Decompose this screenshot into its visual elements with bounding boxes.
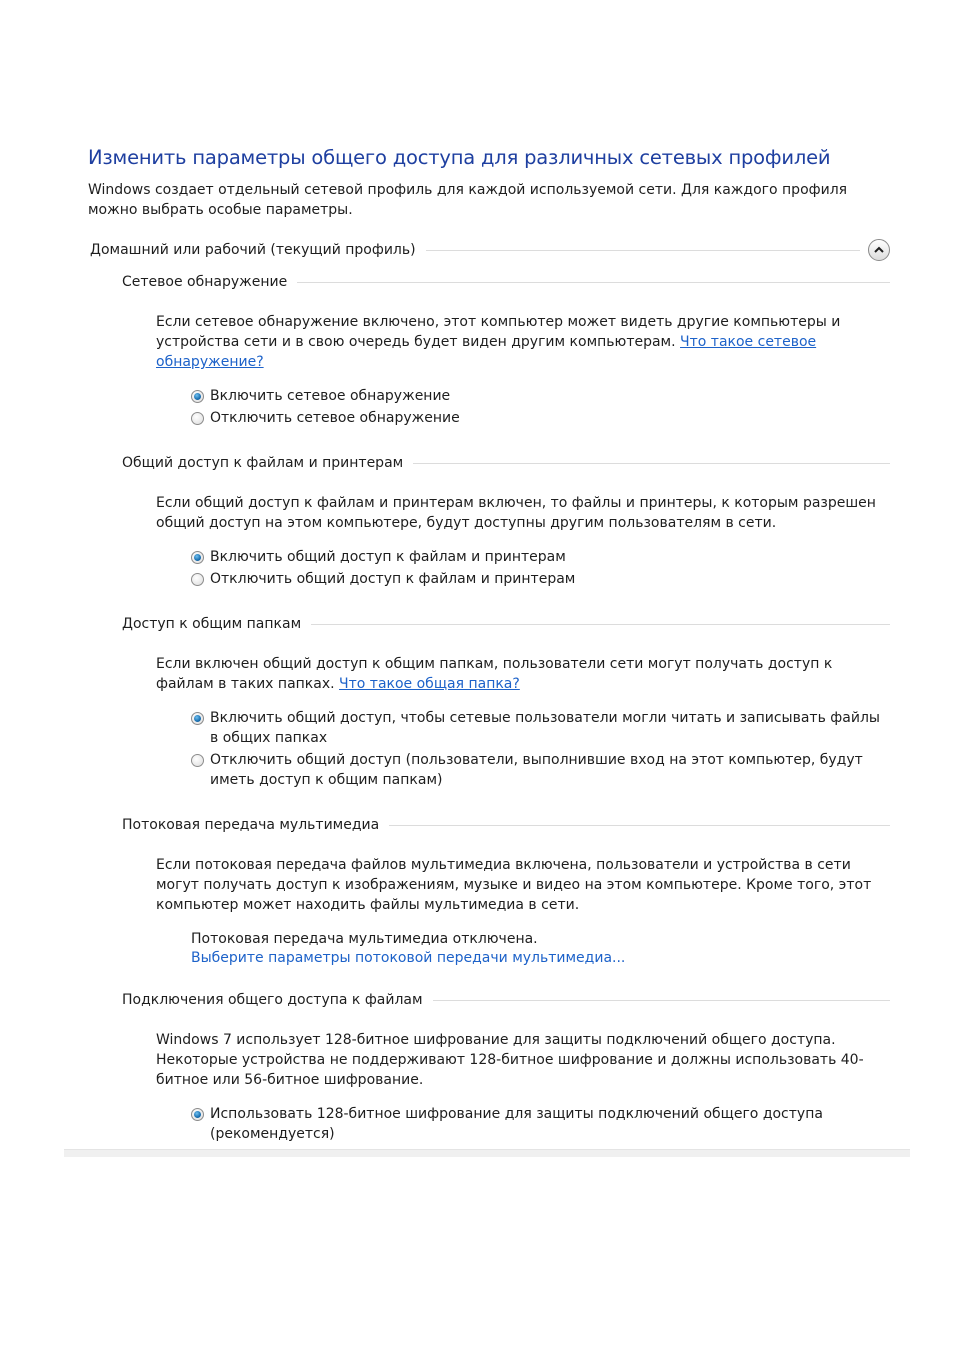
radio-128bit-encryption[interactable]: [191, 1104, 881, 1144]
radio-unselected-icon[interactable]: [191, 573, 204, 586]
divider: [311, 624, 890, 625]
divider: [426, 250, 860, 251]
section-public-folders: [122, 614, 890, 634]
network-sharing-panel: [64, 0, 910, 1150]
radio-selected-icon[interactable]: [191, 712, 204, 725]
option-label: Использовать 128-битное шифрование для защиты подключений общего доступа (рекомендуется): [210, 1106, 823, 1142]
radio-selected-icon[interactable]: [191, 551, 204, 564]
radio-public-folders-off[interactable]: [191, 750, 881, 790]
radio-selected-icon[interactable]: [191, 1108, 204, 1121]
section-file-sharing-connections: [122, 990, 890, 1010]
profile-label: Домашний или рабочий (текущий профиль): [90, 242, 416, 258]
radio-file-printer-sharing-on[interactable]: [191, 547, 881, 567]
radio-network-discovery-off[interactable]: [191, 408, 881, 428]
option-label: Отключить общий доступ к файлам и принтерам: [210, 571, 576, 587]
divider: [297, 282, 890, 283]
bottom-bar: [64, 1149, 910, 1157]
network-discovery-description: [156, 312, 886, 372]
radio-unselected-icon[interactable]: [191, 412, 204, 425]
section-title: Сетевое обнаружение: [122, 274, 288, 290]
radio-file-printer-sharing-off[interactable]: [191, 569, 881, 589]
description-text: Если включен общий доступ к общим папкам, пользователи сети могут получать доступ к файлам в таких папках.: [156, 656, 833, 692]
radio-network-discovery-on[interactable]: [191, 386, 881, 406]
section-title: Потоковая передача мультимедиа: [122, 817, 380, 833]
collapse-profile-button[interactable]: [868, 239, 890, 261]
file-sharing-connections-description: Windows 7 использует 128-битное шифрование для защиты подключений общего доступа. Некоторые устройства не поддерживают 128-битное шифрование и должны использовать 40-битное или 56-битное шифрование.: [156, 1032, 864, 1088]
option-label: Включить общий доступ к файлам и принтерам: [210, 549, 566, 565]
intro-text: Windows создает отдельный сетевой профиль для каждой используемой сети. Для каждого профиля можно выбрать особые параметры.: [88, 182, 848, 218]
option-label: Включить сетевое обнаружение: [210, 388, 451, 404]
chevron-up-icon: [874, 246, 884, 254]
section-title: Доступ к общим папкам: [122, 616, 302, 632]
media-streaming-description: Если потоковая передача файлов мультимедиа включена, пользователи и устройства в сети могут получать доступ к изображениям, музыке и видео на этом компьютере. Кроме того, этот компьютер может находить файлы мультимедиа в сети.: [156, 857, 872, 913]
radio-selected-icon[interactable]: [191, 390, 204, 403]
file-printer-sharing-description: Если общий доступ к файлам и принтерам включен, то файлы и принтеры, к которым разрешен общий доступ на этом компьютере, будут доступны другим пользователям в сети.: [156, 495, 876, 531]
divider: [389, 825, 890, 826]
section-network-discovery: [122, 272, 890, 292]
section-title: Общий доступ к файлам и принтерам: [122, 455, 404, 471]
network-discovery-help-link[interactable]: Что такое сетевое обнаружение?: [156, 334, 817, 370]
option-label: Отключить сетевое обнаружение: [210, 410, 460, 426]
divider: [413, 463, 890, 464]
section-media-streaming: [122, 815, 890, 835]
media-streaming-options-link[interactable]: Выберите параметры потоковой передачи мультимедиа...: [191, 950, 626, 966]
option-label: Отключить общий доступ (пользователи, выполнившие вход на этот компьютер, будут иметь доступ к общим папкам): [210, 752, 863, 788]
radio-public-folders-on[interactable]: [191, 708, 881, 748]
public-folder-help-link[interactable]: Что такое общая папка?: [339, 676, 520, 692]
public-folders-description: [156, 654, 886, 694]
profile-header: [90, 237, 890, 263]
radio-unselected-icon[interactable]: [191, 754, 204, 767]
page-title: Изменить параметры общего доступа для различных сетевых профилей: [88, 146, 831, 169]
section-title: Подключения общего доступа к файлам: [122, 992, 423, 1008]
section-file-printer-sharing: [122, 453, 890, 473]
divider: [433, 1000, 890, 1001]
option-label: Включить общий доступ, чтобы сетевые пользователи могли читать и записывать файлы в общих папках: [210, 710, 880, 746]
media-streaming-status: Потоковая передача мультимедиа отключена.: [191, 931, 538, 947]
description-text: Если сетевое обнаружение включено, этот компьютер может видеть другие компьютеры и устройства сети и в свою очередь будет виден другим компьютерам.: [156, 314, 841, 350]
